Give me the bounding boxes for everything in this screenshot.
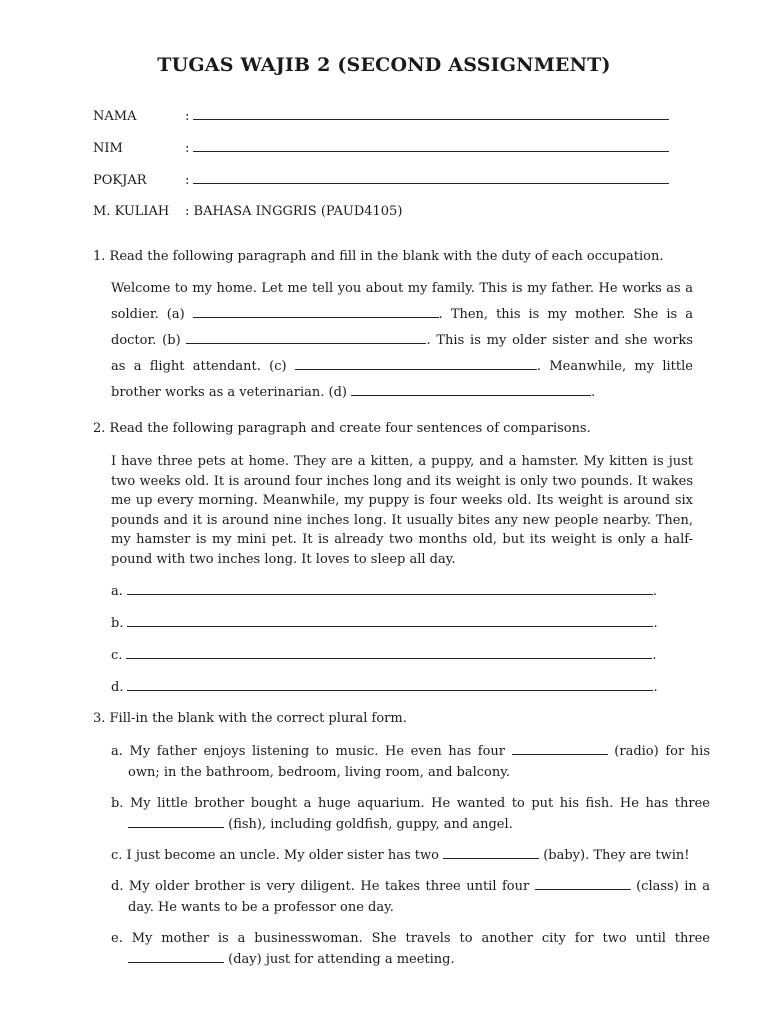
q2-answer-d-end: .: [653, 680, 658, 695]
q1-blank-b[interactable]: [186, 331, 426, 344]
q2-answer-a: [111, 582, 657, 602]
nim-field[interactable]: [193, 138, 669, 152]
q2-answer-d-field[interactable]: [127, 678, 653, 691]
q2-answer-b-label: b.: [111, 616, 124, 631]
q2-answer-a-end: .: [652, 584, 658, 599]
q2-answer-c-end: .: [652, 648, 657, 663]
q1-blank-c[interactable]: [295, 357, 537, 370]
q2-paragraph: I have three pets at home. They are a kitten, a puppy, and a hamster. My kitten is just two weeks old. It is around four inches long and its weight is only two pounds. It wakes me up every morning. Meanwhile, my puppy is four weeks old. Its weight is around six pounds and it is around nine inches long. It usually bites any new people nearby. Then, my hamster is my mini pet. It is already two months old, but its weight is only a half-pound with two inches long. It loves to sleep all day.: [111, 454, 693, 567]
q3-item-b-text-2: (fish), including goldfish, guppy, and angel.: [228, 817, 513, 832]
q3-item-a-blank[interactable]: [512, 742, 608, 755]
q2-answer-c-label: c.: [111, 648, 123, 663]
q3-item-d: [111, 876, 710, 918]
q2-answer-b-field[interactable]: [127, 614, 653, 627]
nama-field[interactable]: [193, 106, 669, 120]
q1-blank-a[interactable]: [193, 305, 439, 318]
q1-blank-d[interactable]: [351, 383, 591, 396]
q3-item-a: [111, 741, 710, 783]
nama-label: NAMA: [93, 109, 137, 124]
kuliah-value: : BAHASA INGGRIS (PAUD4105): [185, 204, 403, 219]
q2-answer-d: [111, 678, 658, 698]
nama-row: [93, 106, 669, 126]
q1-text-4: . Meanwhile, my little brother works as a veterinarian. (d): [111, 359, 693, 400]
pokjar-field[interactable]: [193, 170, 669, 184]
q1-end: .: [591, 385, 596, 400]
q2-instruction: 2. Read the following paragraph and create four sentences of comparisons.: [93, 421, 591, 436]
q2-answer-b-end: .: [653, 616, 658, 631]
q2-answer-b: [111, 614, 658, 634]
q3-item-e-text-2: (day) just for attending a meeting.: [228, 952, 455, 967]
q3-item-d-text-2: (class) in a day. He wants to be a professor one day.: [128, 879, 710, 915]
q3-item-a-text-2: (radio) for his own; in the bathroom, bedroom, living room, and balcony.: [128, 744, 710, 780]
nama-colon: :: [185, 109, 190, 124]
q3-item-e-text-1: e. My mother is a businesswoman. She travels to another city for two until three: [111, 931, 710, 946]
pokjar-colon: :: [185, 173, 190, 188]
q3-instruction: 3. Fill-in the blank with the correct plural form.: [93, 711, 407, 726]
q2-answer-a-field[interactable]: [127, 582, 653, 595]
q1-text-1: Welcome to my home. Let me tell you about my family. This is my father. He works as a soldier. (a): [111, 281, 693, 322]
q2-answer-d-label: d.: [111, 680, 124, 695]
q1-instruction: 1. Read the following paragraph and fill in the blank with the duty of each occupation.: [93, 249, 664, 264]
q3-item-c-text-1: c. I just become an uncle. My older sister has two: [111, 848, 439, 863]
q3-item-b-text-1: b. My little brother bought a huge aquarium. He wanted to put his fish. He has three: [111, 796, 710, 811]
q3-item-c-blank[interactable]: [443, 846, 539, 859]
pokjar-label: POKJAR: [93, 173, 147, 188]
q2-answer-c-field[interactable]: [126, 646, 652, 659]
q3-item-b-blank[interactable]: [128, 815, 224, 828]
q3-item-d-blank[interactable]: [535, 877, 631, 890]
q1-paragraph: [111, 276, 693, 406]
q3-item-e-blank[interactable]: [128, 950, 224, 963]
q3-item-a-text-1: a. My father enjoys listening to music. He even has four: [111, 744, 506, 759]
q2-answer-c: [111, 646, 657, 666]
q3-item-c-text-2: (baby). They are twin!: [543, 848, 690, 863]
pokjar-row: [93, 170, 669, 190]
q3-item-d-text-1: d. My older brother is very diligent. He takes three until four: [111, 879, 530, 894]
q3-item-b: [111, 793, 710, 835]
kuliah-row: [93, 202, 402, 222]
kuliah-label: M. KULIAH: [93, 204, 170, 219]
nim-colon: :: [185, 141, 190, 156]
nim-label: NIM: [93, 141, 123, 156]
q3-item-e: [111, 928, 710, 970]
q1-text-3: . This is my older sister and she works as a flight attendant. (c): [111, 333, 694, 374]
page-title: TUGAS WAJIB 2 (SECOND ASSIGNMENT): [157, 54, 611, 76]
q3-item-c: [111, 845, 710, 866]
q2-answer-a-label: a.: [111, 584, 123, 599]
nim-row: [93, 138, 669, 158]
q1-text-2: . Then, this is my mother. She is a doctor. (b): [111, 307, 693, 348]
